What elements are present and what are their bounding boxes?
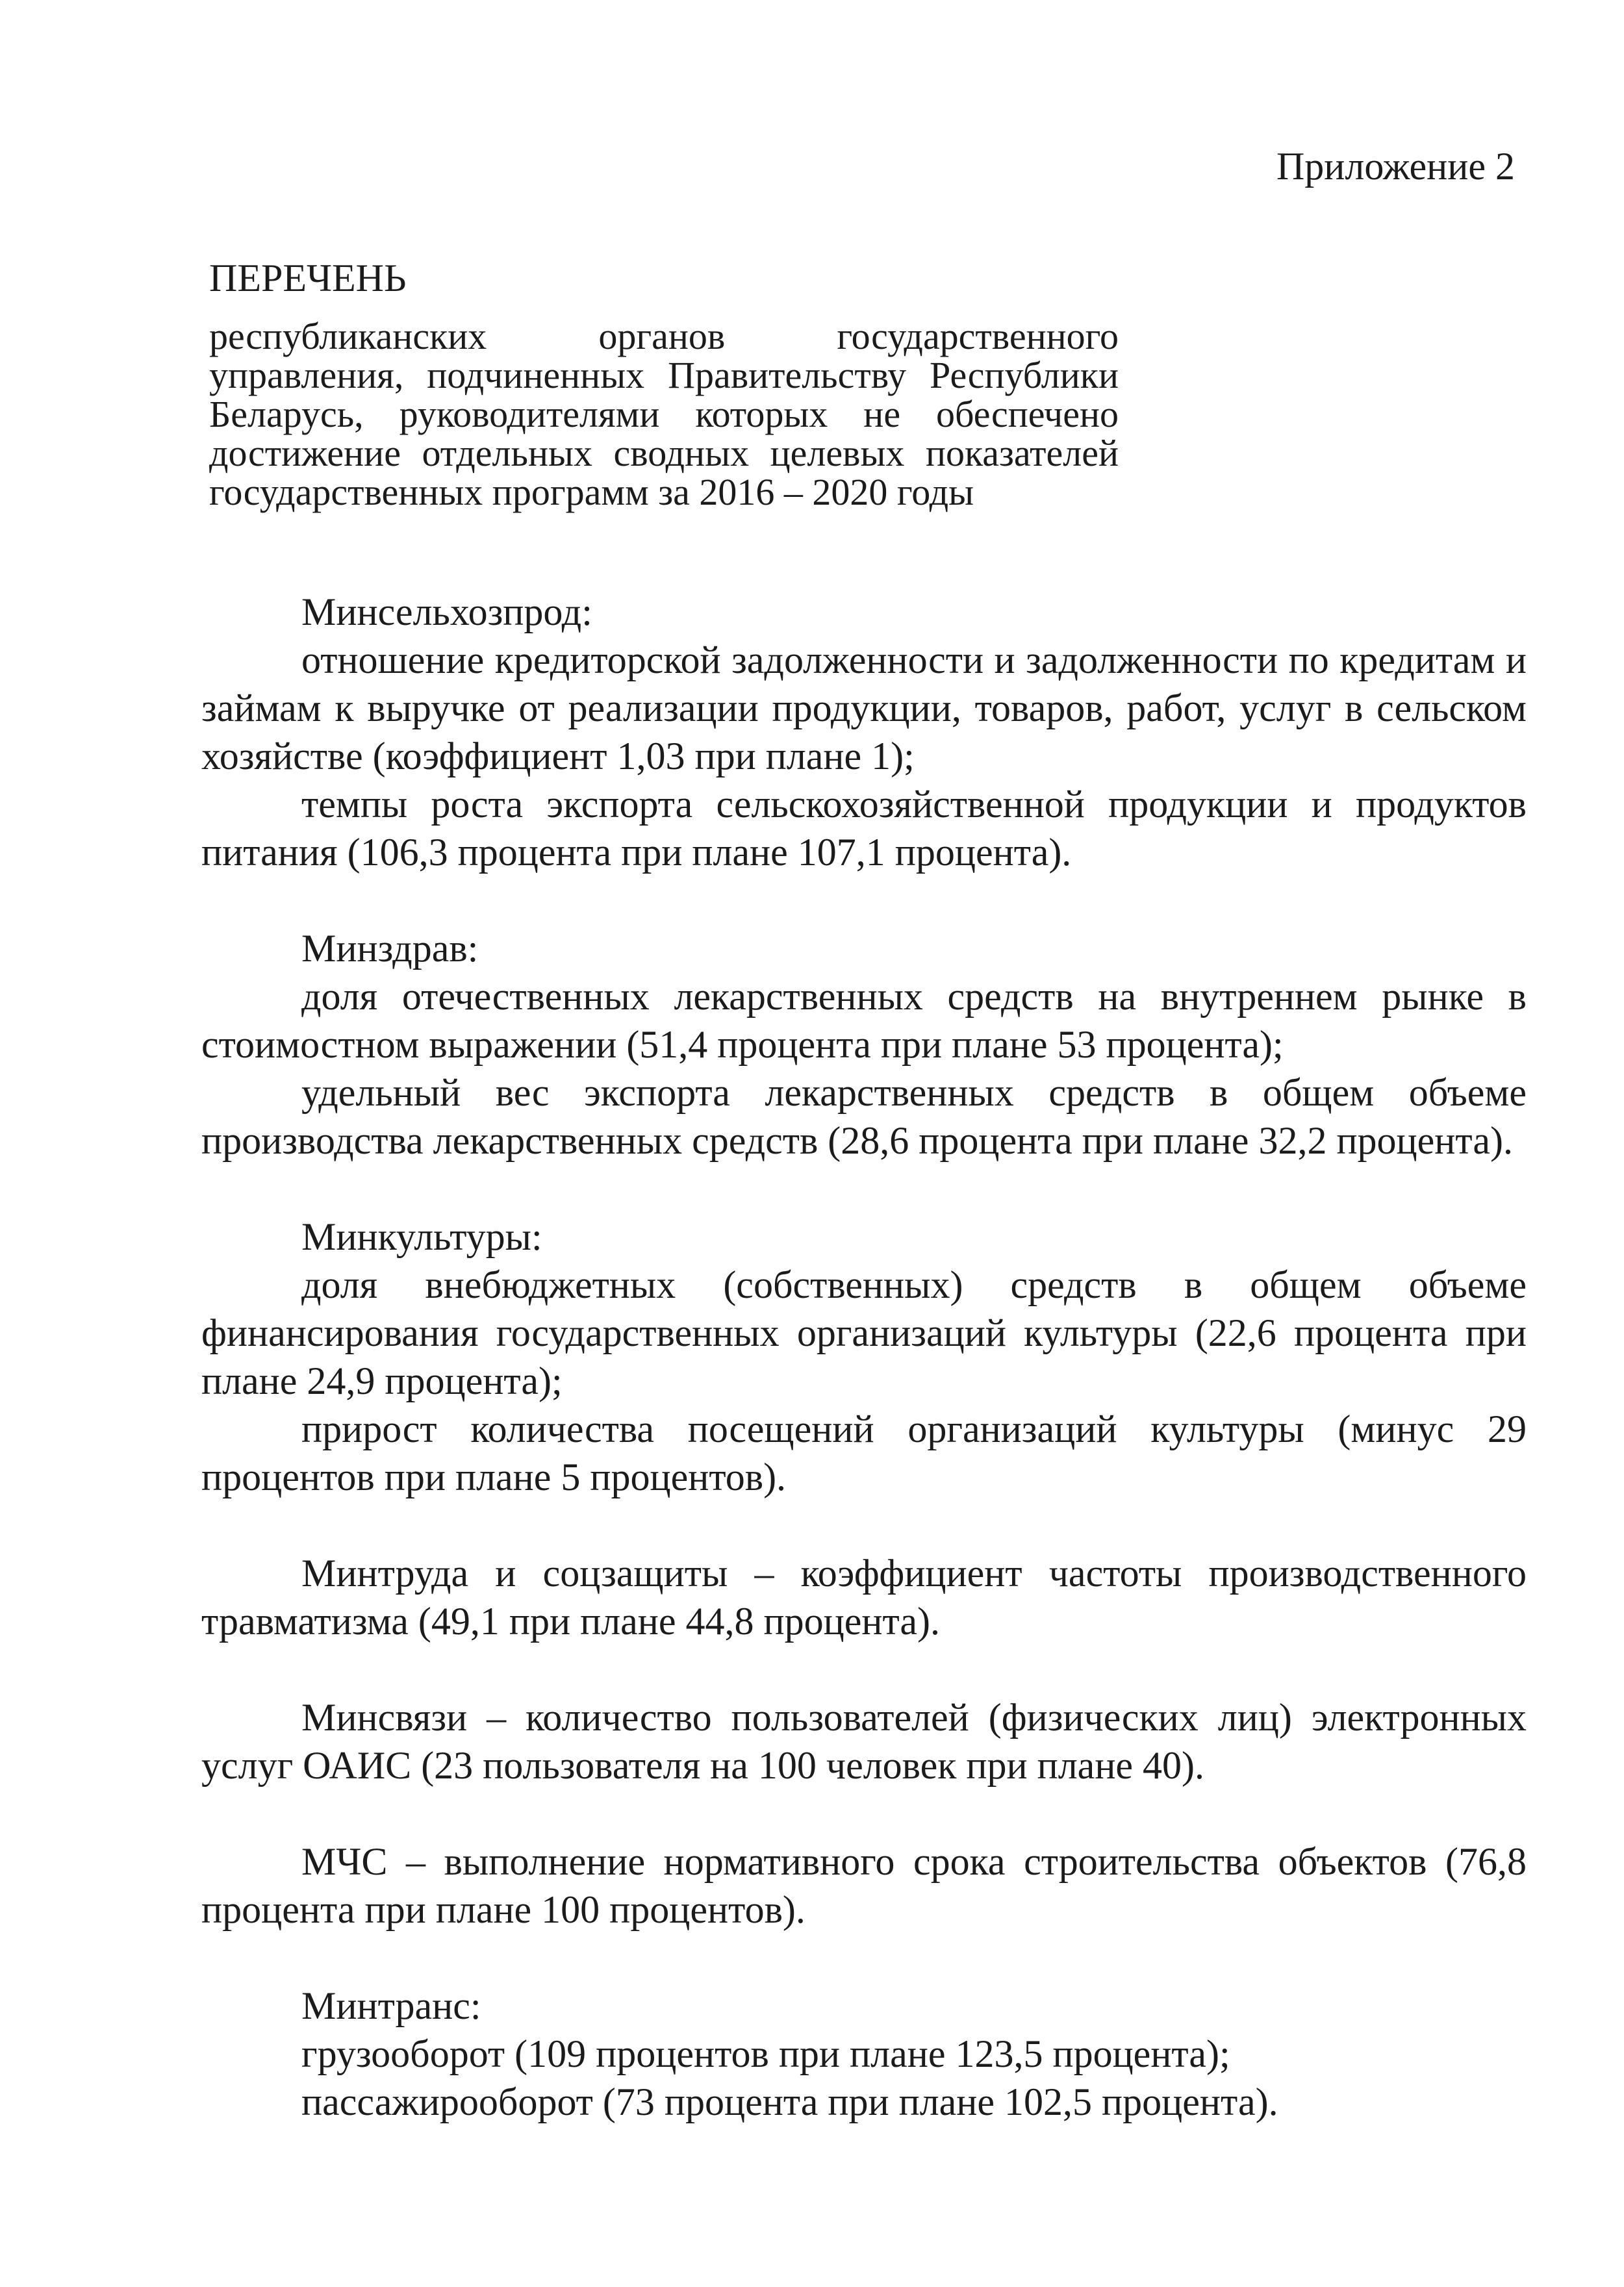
section-heading: Минсельхозпрод: bbox=[301, 590, 592, 633]
subtitle-line: Беларусь, руководителями которых не обеспечено bbox=[209, 393, 1119, 435]
subtitle-line: государственных программ за 2016 – 2020 годы bbox=[209, 471, 974, 513]
indicator-paragraph: МЧС – выполнение нормативного срока строительства объектов (76,8 процента при плане 100 процентов). bbox=[201, 1840, 1527, 1931]
section-minsvyazi bbox=[201, 1693, 1527, 1789]
indicator-item: удельный вес экспорта лекарственных средств в общем объеме производства лекарственных средств (28,6 процента при плане 32,2 процента). bbox=[201, 1071, 1527, 1162]
indicator-item: отношение кредиторской задолженности и задолженности по кредитам и займам к выручке от реализации продукции, товаров, работ, услуг в сельском хозяйстве (коэффициент 1,03 при плане 1); bbox=[201, 638, 1527, 777]
document-body bbox=[201, 588, 1527, 2174]
section-minselkhozprod bbox=[201, 588, 1527, 876]
section-heading: Минкультуры: bbox=[301, 1215, 542, 1258]
section-mchs bbox=[201, 1838, 1527, 1934]
appendix-label: Приложение 2 bbox=[1276, 145, 1515, 188]
indicator-item: прирост количества посещений организаций культуры (минус 29 процентов при плане 5 процентов). bbox=[201, 1408, 1527, 1498]
section-minzdrav bbox=[201, 924, 1527, 1165]
section-mintrans bbox=[201, 1982, 1527, 2126]
indicator-item: доля внебюджетных (собственных) средств в общем объеме финансирования государственных организаций культуры (22,6 процента при плане 24,9 процента); bbox=[201, 1263, 1527, 1402]
subtitle-line: республиканских органов государственного bbox=[209, 315, 1119, 357]
subtitle-line: достижение отдельных сводных целевых показателей bbox=[209, 432, 1119, 474]
indicator-item: темпы роста экспорта сельскохозяйственной продукции и продуктов питания (106,3 процента при плане 107,1 процента). bbox=[201, 783, 1527, 874]
section-heading: Минтранс: bbox=[301, 1984, 481, 2027]
indicator-item: пассажирооборот (73 процента при плане 102,5 процента). bbox=[301, 2080, 1278, 2123]
document-title: ПЕРЕЧЕНЬ bbox=[209, 257, 407, 299]
section-minkultury bbox=[201, 1213, 1527, 1501]
section-heading: Минздрав: bbox=[301, 927, 479, 970]
indicator-paragraph: Минсвязи – количество пользователей (физических лиц) электронных услуг ОАИС (23 пользователя на 100 человек при плане 40). bbox=[201, 1696, 1527, 1787]
indicator-item: грузооборот (109 процентов при плане 123,5 процента); bbox=[301, 2032, 1230, 2075]
indicator-paragraph: Минтруда и соцзащиты – коэффициент частоты производственного травматизма (49,1 при плане 44,8 процента). bbox=[201, 1552, 1527, 1643]
section-mintruda bbox=[201, 1549, 1527, 1645]
document-subtitle bbox=[209, 317, 1119, 512]
subtitle-line: управления, подчиненных Правительству Республики bbox=[209, 354, 1119, 396]
indicator-item: доля отечественных лекарственных средств на внутреннем рынке в стоимостном выражении (51,4 процента при плане 53 процента); bbox=[201, 975, 1527, 1066]
